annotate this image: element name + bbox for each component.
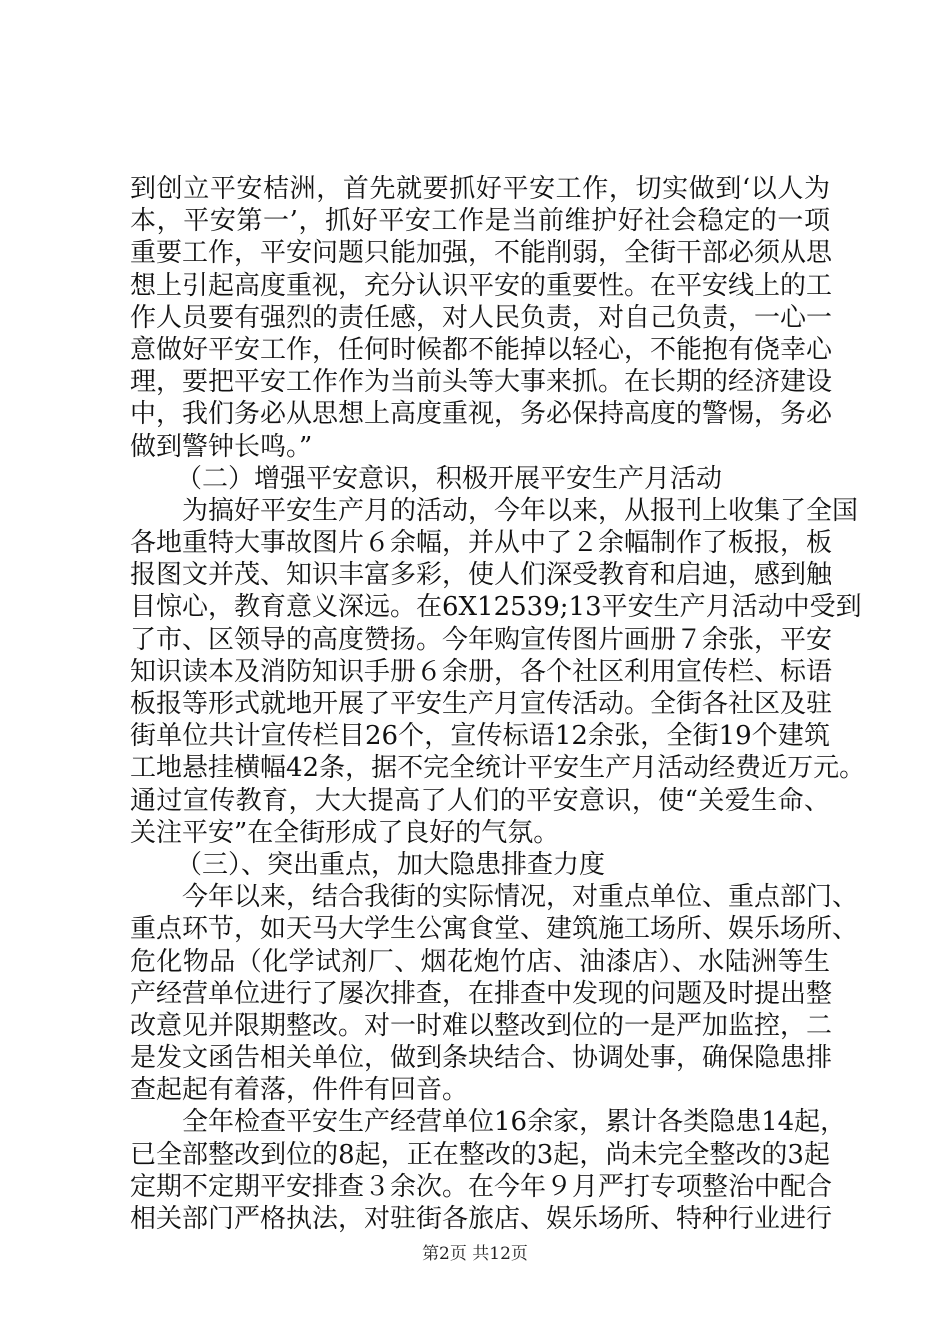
text-line: 通过宣传教育，大大提高了人们的平安意识，使“关爱生命、 [130,785,830,816]
paragraph-hazard-inspection [130,881,859,1106]
text-line: 为搞好平安生产月的活动，今年以来，从报刊上收集了全国 [182,495,859,526]
text-line: 今年以来，结合我街的实际情况，对重点单位、重点部门、 [182,882,859,913]
text-line: 报图文并茂、知识丰富多彩，使人们深受教育和启迪，感到触 [130,560,833,591]
text-line: 做到警钟长鸣。” [130,431,313,462]
text-line: 全年检查平安生产经营单位16余家，累计各类隐患14起， [182,1107,847,1138]
text-line: 各地重特大事故图片６余幅，并从中了２余幅制作了板报，板 [130,528,833,559]
text-line: 危化物品（化学试剂厂、烟花炮竹店、油漆店）、水陆洲等生 [130,946,830,977]
text-line: 街单位共计宣传栏目26个，宣传标语12余张，全街19个建筑 [130,721,830,752]
text-line: 了市、区领导的高度赞扬。今年购宣传图片画册７余张，平安 [130,624,833,655]
text-line: 中，我们务必从思想上高度重视，务必保持高度的警惕，务必 [130,399,833,430]
text-line: 重要工作，平安问题只能加强，不能削弱，全街干部必须从思 [130,238,833,269]
text-line: 是发文函告相关单位，做到条块结合、协调处事，确保隐患排 [130,1043,833,1074]
paragraph-annual-inspection [130,1106,847,1235]
text-line: 理，要把平安工作作为当前头等大事来抓。在长期的经济建设 [130,367,833,398]
document-body [130,173,866,1235]
text-line: 定期不定期平安排查３余次。在今年９月严打专项整治中配合 [130,1171,833,1202]
text-line: 改意见并限期整改。对一时难以整改到位的一是严加监控，二 [130,1010,833,1041]
text-line: 产经营单位进行了屡次排查，在排查中发现的问题及时提出整 [130,978,833,1009]
section-heading-3: （三）、突出重点，加大隐患排查力度 [176,849,606,880]
text-line: 意做好平安工作，任何时候都不能掉以轻心，不能抱有侥幸心 [130,334,833,365]
text-line: 重点环节，如天马大学生公寓食堂、建筑施工场所、娱乐场所、 [130,914,859,945]
page-number-footer: 第2页 共12页 [422,1244,528,1264]
text-line: 板报等形式就地开展了平安生产月宣传活动。全街各社区及驻 [130,689,833,719]
text-line: 查起起有着落，件件有回音。 [130,1075,469,1106]
paragraph-safety-month [130,495,866,849]
text-line: 作人员要有强烈的责任感，对人民负责，对自己负责，一心一 [130,302,833,333]
paragraph-quote-continuation [130,173,833,463]
text-line: 已全部整改到位的8起，正在整改的3起，尚未完全整改的3起 [130,1139,830,1170]
text-line: 到创立平安桔洲，首先就要抓好平安工作，切实做到‘以人为 [130,174,830,204]
text-line: 关注平安”在全街形成了良好的气氛。 [130,817,560,848]
text-line: 本，平安第一’，抓好平安工作是当前维护好社会稳定的一项 [130,206,830,237]
text-line: 工地悬挂横幅42条，据不完全统计平安生产月活动经费近万元。 [130,753,866,784]
section-heading-2: （二）增强平安意识，积极开展平安生产月活动 [176,463,723,494]
text-line: 相关部门严格执法，对驻街各旅店、娱乐场所、特种行业进行 [130,1204,833,1234]
text-line: 知识读本及消防知识手册６余册，各个社区利用宣传栏、标语 [130,656,833,687]
text-line: 目惊心，教育意义深远。在6X12539;13平安生产月活动中受到 [130,592,862,623]
text-line: 想上引起高度重视，充分认识平安的重要性。在平安线上的工 [130,270,833,301]
